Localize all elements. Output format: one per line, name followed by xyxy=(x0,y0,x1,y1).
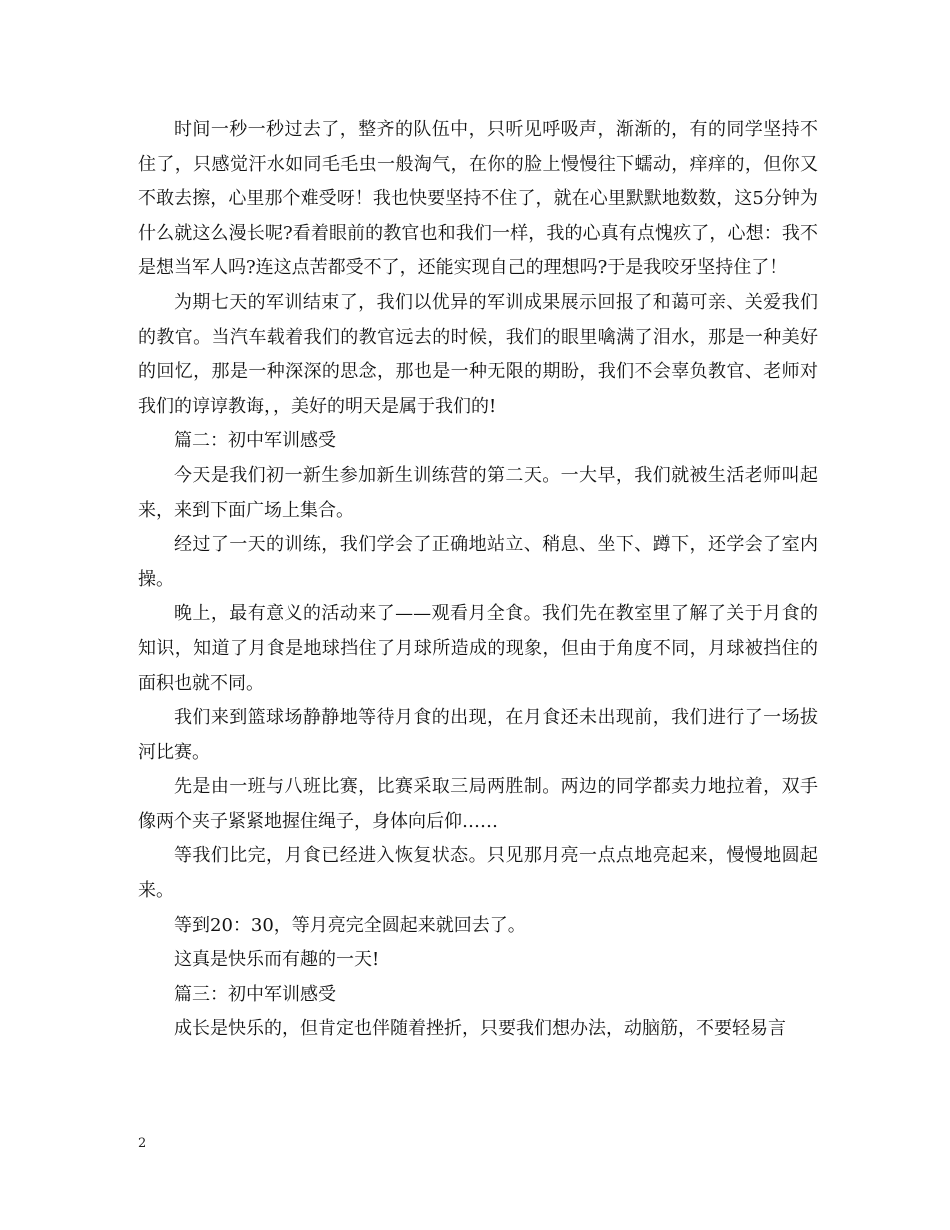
paragraph: 为期七天的军训结束了，我们以优异的军训成果展示回报了和蔼可亲、关爱我们的教官。当汽车载着我们的教官远去的时候，我们的眼里噙满了泪水，那是一种美好的回忆，那是一种深深的思念，那也是一种无限的期盼，我们不会辜负教官、老师对我们的谆谆教诲，，美好的明天是属于我们的! xyxy=(138,291,818,417)
paragraph: 等我们比完，月食已经进入恢复状态。只见那月亮一点点地亮起来，慢慢地圆起来。 xyxy=(138,845,818,902)
document-body xyxy=(138,113,818,1047)
paragraph: 等到20：30，等月亮完全圆起来就回去了。 xyxy=(174,914,526,936)
paragraph: 今天是我们初一新生参加新生训练营的第二天。一大早，我们就被生活老师叫起来，来到下面广场上集合。 xyxy=(138,464,818,521)
paragraph: 成长是快乐的，但肯定也伴随着挫折，只要我们想办法，动脑筋，不要轻易言 xyxy=(174,1018,786,1040)
paragraph: 先是由一班与八班比赛，比赛采取三局两胜制。两边的同学都卖力地拉着，双手像两个夹子紧紧地握住绳子，身体向后仰…… xyxy=(138,776,818,832)
paragraph: 我们来到篮球场静静地等待月食的出现，在月食还未出现前，我们进行了一场拔河比赛。 xyxy=(138,707,818,763)
section-heading: 篇二：初中军训感受 xyxy=(174,430,336,452)
page-number: 2 xyxy=(138,1136,147,1151)
section-heading: 篇三：初中军训感受 xyxy=(174,983,336,1005)
paragraph: 时间一秒一秒过去了，整齐的队伍中，只听见呼吸声，渐渐的，有的同学坚持不住了，只感觉汗水如同毛毛虫一般淘气，在你的脸上慢慢往下蠕动，痒痒的，但你又不敢去擦，心里那个难受呀！我也快要坚持不住了，就在心里默默地数数，这5分钟为什么就这么漫长呢?看着眼前的教官也和我们一样，我的心真有点愧疚了，心想：我不是想当军人吗?连这点苦都受不了，还能实现自己的理想吗?于是我咬牙坚持住了！ xyxy=(138,119,818,279)
paragraph: 这真是快乐而有趣的一天! xyxy=(174,949,380,971)
paragraph: 经过了一天的训练，我们学会了正确地站立、稍息、坐下、蹲下，还学会了室内操。 xyxy=(138,534,818,590)
paragraph: 晚上，最有意义的活动来了——观看月全食。我们先在教室里了解了关于月食的知识，知道了月食是地球挡住了月球所造成的现象，但由于角度不同，月球被挡住的面积也就不同。 xyxy=(138,603,818,694)
